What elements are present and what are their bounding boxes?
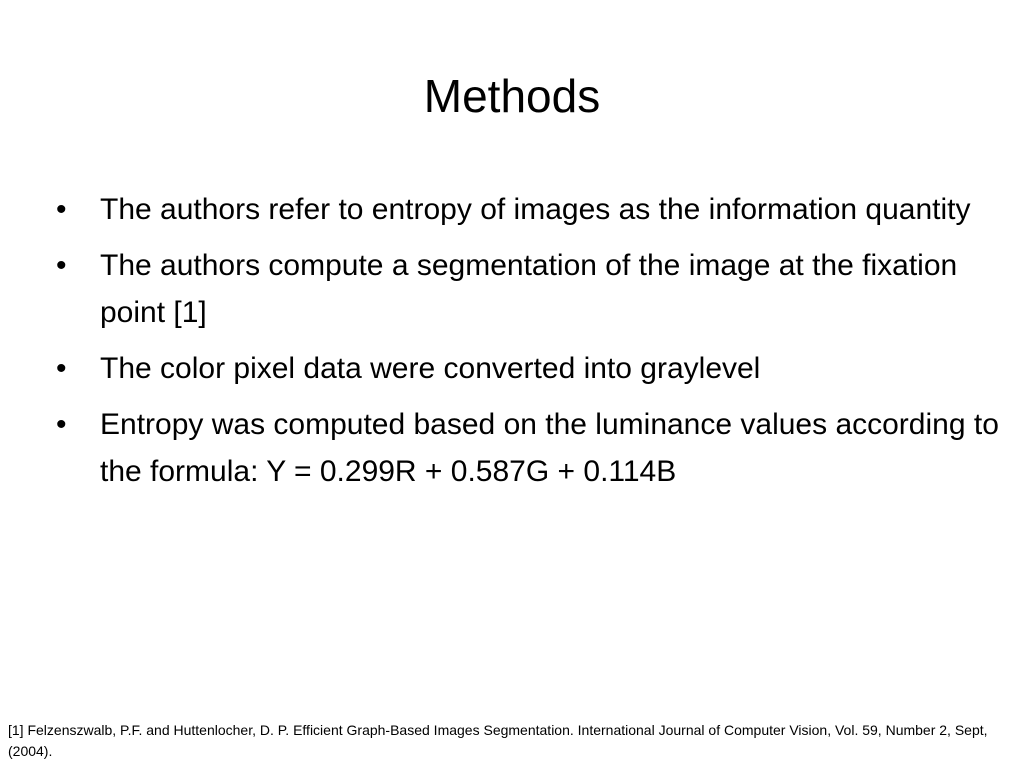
bullet-text: The color pixel data were converted into graylevel	[100, 352, 761, 385]
bullet-item	[54, 401, 1004, 495]
bullet-text: The authors compute a segmentation of the image at the fixation point [1]	[100, 249, 958, 329]
bullet-item	[54, 345, 1004, 392]
bullet-text: Entropy was computed based on the luminance values according to the formula: Y = 0.299R + 0.587G + 0.114B	[100, 408, 999, 488]
bullet-icon: •	[56, 408, 67, 441]
bullet-icon: •	[56, 249, 67, 282]
bullet-text: The authors refer to entropy of images as the information quantity	[100, 193, 971, 226]
bullet-list	[54, 186, 1004, 504]
footnote-reference: [1] Felzenszwalb, P.F. and Huttenlocher, D. P. Efficient Graph-Based Images Segmentation. International Journal of Computer Vision, Vol. 59, Number 2, Sept, (2004).	[8, 722, 988, 759]
bullet-icon: •	[56, 352, 67, 385]
bullet-icon: •	[56, 193, 67, 226]
bullet-item	[54, 242, 1004, 336]
bullet-item	[54, 186, 1004, 233]
slide-title: Methods	[423, 70, 601, 122]
